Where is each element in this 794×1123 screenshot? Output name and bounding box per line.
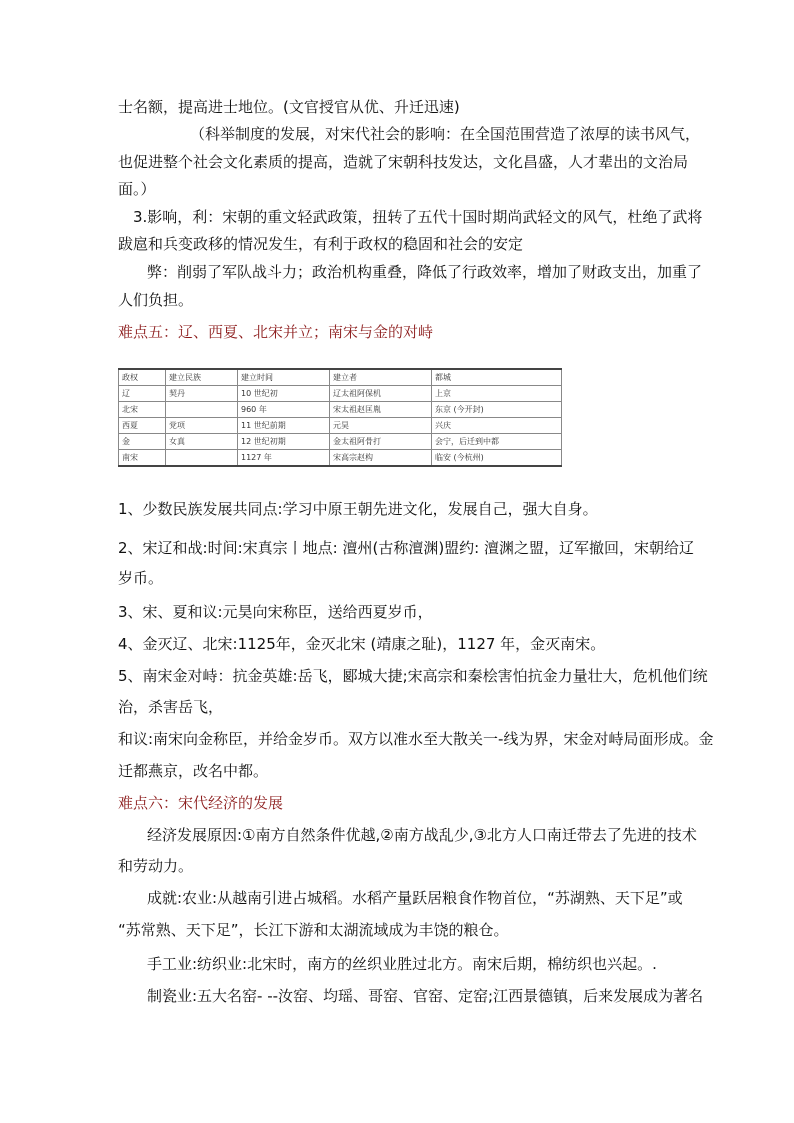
table-header-cell: 都城 — [432, 369, 562, 386]
paragraph-line: （科举制度的发展，对宋代社会的影响：在全国范围营造了浓厚的读书风气， — [190, 125, 701, 143]
list-item: 2、宋辽和战:时间:宋真宗丨地点: 澶州(古称澶渊)盟约: 澶渊之盟，辽军撤回，宋朝给辽 — [118, 539, 695, 557]
table-cell: 宋高宗赵构 — [330, 450, 432, 467]
table-header-cell: 建立民族 — [166, 369, 238, 386]
table-cell: 北宋 — [119, 402, 166, 418]
table-cell: 党项 — [166, 418, 238, 434]
list-item: 1、少数民族发展共同点:学习中原王朝先进文化，发展自己，强大自身。 — [118, 500, 598, 518]
table-cell: 东京 (今开封) — [432, 402, 562, 418]
paragraph-line: 也促进整个社会文化素质的提高，造就了宋朝科技发达，文化昌盛，人才辈出的文治局 — [118, 153, 689, 171]
table-cell: 金 — [119, 434, 166, 450]
paragraph-line: 弊：削弱了军队战斗力；政治机构重叠，降低了行政效率，增加了财政支出，加重了 — [147, 263, 703, 281]
paragraph-line: “苏常熟、天下足”，长江下游和太湖流域成为丰饶的粮仓。 — [118, 921, 509, 939]
table-cell: 1127 年 — [238, 450, 330, 467]
paragraph-line: 成就:农业:从越南引进占城稻。水稻产量跃居粮食作物首位，“苏湖熟、天下足”或 — [147, 889, 683, 907]
table-cell — [166, 402, 238, 418]
table-cell: 兴庆 — [432, 418, 562, 434]
table-header-cell: 建立者 — [330, 369, 432, 386]
paragraph-line: 和劳动力。 — [118, 857, 194, 875]
table-row — [119, 402, 562, 418]
table-cell: 11 世纪前期 — [238, 418, 330, 434]
paragraph-line: 制瓷业:五大名窑- --汝窑、均瑶、哥窑、官窑、定窑;江西景德镇，后来发展成为著名 — [147, 987, 704, 1005]
list-item: 5、南宋金对峙：抗金英雄:岳飞，郾城大捷;宋高宗和秦桧害怕抗金力量壮大，危机他们统 — [118, 667, 708, 685]
table-cell: 辽太祖阿保机 — [330, 386, 432, 402]
regimes-table — [118, 368, 562, 467]
table-cell: 临安 (今杭州) — [432, 450, 562, 467]
paragraph-line: 士名额，提高进士地位。(文官授官从优、升迁迅速) — [118, 98, 460, 116]
paragraph-line: 人们负担。 — [118, 291, 194, 309]
table-cell: 10 世纪初 — [238, 386, 330, 402]
table-cell: 金太祖阿骨打 — [330, 434, 432, 450]
table-row — [119, 434, 562, 450]
paragraph-line: 经济发展原因:①南方自然条件优越,②南方战乱少,③北方人口南迁带去了先进的技术 — [147, 826, 697, 844]
table-cell: 西夏 — [119, 418, 166, 434]
table-header-row — [119, 369, 562, 386]
paragraph-line: 3.影响，利：宋朝的重文轻武政策，扭转了五代十国时期尚武轻文的风气，杜绝了武将 — [133, 208, 703, 226]
table-cell: 宋太祖赵匡胤 — [330, 402, 432, 418]
paragraph-line: 手工业:纺织业:北宋时，南方的丝织业胜过北方。南宋后期，棉纺织也兴起。. — [147, 955, 657, 973]
paragraph-line: 面。） — [118, 180, 156, 198]
list-item-continuation: 治，杀害岳飞， — [118, 698, 224, 716]
table-cell: 12 世纪初期 — [238, 434, 330, 450]
table-cell — [166, 450, 238, 467]
table-cell: 契丹 — [166, 386, 238, 402]
table-cell: 960 年 — [238, 402, 330, 418]
table-header-cell: 建立时间 — [238, 369, 330, 386]
paragraph-line: 跋扈和兵变政移的情况发生，有利于政权的稳固和社会的安定 — [118, 235, 524, 253]
table-cell: 女真 — [166, 434, 238, 450]
section-heading-5: 难点五：辽、西夏、北宋并立；南宋与金的对峙 — [118, 323, 434, 341]
table-row — [119, 386, 562, 402]
table-header-cell: 政权 — [119, 369, 166, 386]
table-cell: 会宁，后迁到中都 — [432, 434, 562, 450]
table-cell: 南宋 — [119, 450, 166, 467]
section-heading-6: 难点六：宋代经济的发展 — [118, 794, 284, 812]
list-item: 和议:南宋向金称臣，并给金岁币。双方以准水至大散关一-线为界，宋金对峙局面形成。金 — [118, 730, 714, 748]
table-row — [119, 450, 562, 467]
table-cell: 上京 — [432, 386, 562, 402]
list-item-continuation: 岁币。 — [118, 569, 164, 587]
list-item: 4、金灭辽、北宋:1125年，金灭北宋 (靖康之耻)，1127 年，金灭南宋。 — [118, 635, 606, 653]
table-cell: 元昊 — [330, 418, 432, 434]
list-item: 3、宋、夏和议:元昊向宋称臣，送给西夏岁币， — [118, 603, 433, 621]
table-row — [119, 418, 562, 434]
table-cell: 辽 — [119, 386, 166, 402]
list-item-continuation: 迁都燕京，改名中都。 — [118, 762, 269, 780]
